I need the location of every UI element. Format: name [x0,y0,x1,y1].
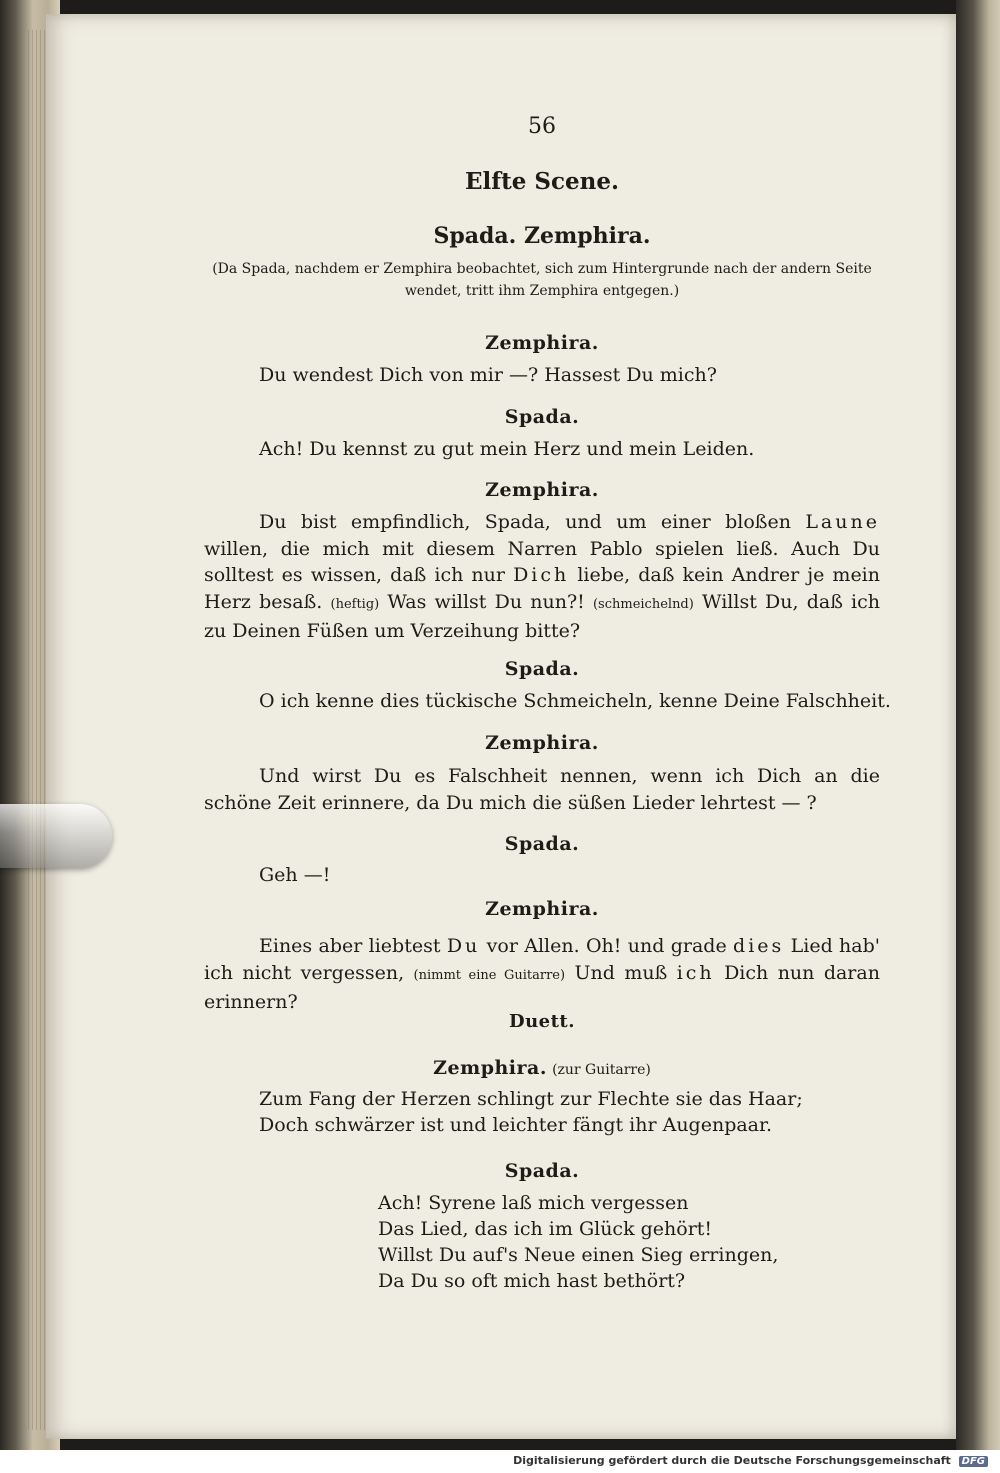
dialogue-paragraph [204,933,880,1016]
stage-direction-inline: (heftig) [330,596,380,612]
speaker-spada: Spada. [504,833,580,855]
verse-line: Doch schwärzer ist und leichter fängt ihr Augenpaar. [259,1114,773,1136]
speaker-spada: Spada. [504,1160,580,1182]
dialogue-line: O ich kenne dies tückische Schmeicheln, kenne Deine Falschheit. [259,690,891,712]
facing-page-edge [956,0,1000,1450]
speaker-line [204,1057,880,1079]
speech-part: willen, die mich mit diesem Narren Pablo spielen ließ. Auch Du solltest es wissen, daß ich nur [204,537,880,586]
verse-line: Zum Fang der Herzen schlingt zur Flechte sie das Haar; [259,1088,803,1110]
verse-line: Da Du so oft mich hast bethört? [378,1270,686,1292]
speaker-zemphira: Zemphira. [485,332,599,354]
verse-line: Willst Du auf's Neue einen Sieg erringen, [378,1244,779,1266]
scene-title: Elfte Scene. [464,168,620,195]
stage-direction: (Da Spada, nachdem er Zemphira beobachtet, sich zum Hintergrunde nach der andern Seite wendet, tritt ihm Zemphira entgegen.) [212,261,872,299]
stage-direction-inline: (zur Guitarre) [552,1062,651,1078]
footer-text: Digitalisierung gefördert durch die Deutsche Forschungsgemeinschaft [513,1454,951,1467]
book-page [46,14,956,1439]
emphasized-word: Dich [513,564,570,586]
speech-part: Und muß [574,961,668,984]
stage-direction-inline: (nimmt eine Guitarre) [413,967,566,983]
speaker-spada: Spada. [504,406,580,428]
emphasized-word: Laune [805,511,880,533]
dialogue-paragraph: Und wirst Du es Falschheit nennen, wenn ich Dich an die schöne Zeit erinnere, da Du mich die süßen Lieder lehrtest — ? [204,765,880,814]
persons-heading: Spada. Zemphira. [433,223,651,249]
speech-part: Eines aber liebtest [259,935,441,957]
speech-part: Was willst Du nun?! [387,590,585,613]
dialogue-paragraph [204,509,880,645]
speech-part: Du bist empfindlich, Spada, und um einer bloßen [259,511,791,533]
dfg-logo-icon: DFG [959,1456,988,1467]
page-clip [0,804,112,868]
footer-credit [513,1454,988,1467]
speech-part: Lied hab' ich nicht vergessen, [204,935,881,984]
stage-direction-inline: (schmeichelnd) [592,596,694,612]
speaker-zemphira: Zemphira. [433,1057,547,1079]
speech-part: Willst Du, daß ich zu Deinen Füßen um Verzeihung bitte? [204,590,881,642]
dialogue-line: Geh —! [259,864,331,886]
emphasized-word: dies [733,935,785,957]
verse-line: Ach! Syrene laß mich vergessen [378,1192,689,1214]
emphasized-word: ich [676,961,715,984]
speaker-spada: Spada. [504,658,580,680]
speaker-zemphira: Zemphira. [485,479,599,501]
speaker-zemphira: Zemphira. [485,732,599,754]
emphasized-word: Du [446,935,481,957]
speaker-zemphira: Zemphira. [485,898,599,920]
dialogue-line: Du wendest Dich von mir —? Hassest Du mich? [259,364,717,386]
footer-bar [0,1450,1000,1473]
verse-line: Das Lied, das ich im Glück gehört! [378,1218,713,1240]
duett-title: Duett. [508,1011,576,1032]
speech-part: liebe, daß kein Andrer je mein Herz besaß. [204,564,881,613]
page-number: 56 [528,114,556,139]
dialogue-line: Ach! Du kennst zu gut mein Herz und mein Leiden. [259,438,755,460]
speech-part: vor Allen. Oh! und grade [486,935,727,957]
speech-part: Dich nun daran erinnern? [204,961,880,1013]
